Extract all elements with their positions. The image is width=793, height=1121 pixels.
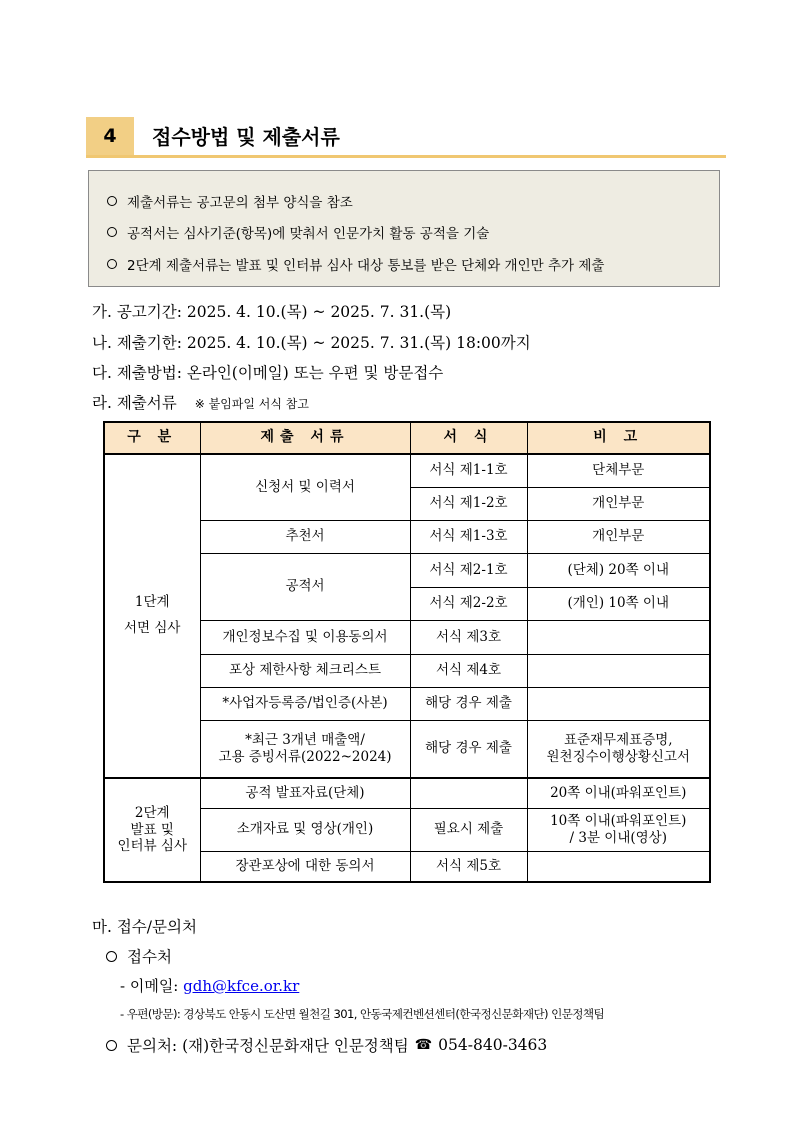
inquiry-line [106, 1034, 547, 1056]
doc-cell: *최근 3개년 매출액/ 고용 증빙서류(2022~2024) [200, 720, 410, 778]
item-submission-method: 다. 제출방법: 온라인(이메일) 또는 우편 및 방문접수 [92, 364, 444, 382]
note-cell [527, 654, 710, 687]
reception-line [106, 945, 172, 967]
doc-cell: 개인정보수집 및 이용동의서 [200, 620, 410, 654]
circle-bullet-icon [107, 259, 117, 269]
header-remarks: 비 고 [527, 422, 710, 454]
form-cell [410, 778, 527, 808]
circle-bullet-icon [106, 951, 117, 962]
notice-item: 2단계 제출서류는 발표 및 인터뷰 심사 대상 통보를 받은 단체와 개인만 추가 제출 [107, 254, 604, 274]
doc-cell: 공적 발표자료(단체) [200, 778, 410, 808]
note-cell: 단체부문 [527, 454, 710, 487]
phone-icon: ☎ [414, 1037, 433, 1053]
form-cell: 서식 제1-3호 [410, 520, 527, 553]
doc-cell: 공적서 [200, 553, 410, 620]
documents-table [103, 421, 711, 883]
note-cell: 20쪽 이내(파워포인트) [527, 778, 710, 808]
notice-box [88, 170, 720, 287]
item-submission-docs-label: 라. 제출서류 [92, 394, 177, 412]
item-submission-docs [92, 391, 309, 413]
table-header-row [104, 422, 710, 454]
inquiry-text: 문의처: (재)한국정신문화재단 인문정책팀 [127, 1037, 409, 1055]
doc-cell: 장관포상에 대한 동의서 [200, 851, 410, 882]
form-cell: 해당 경우 제출 [410, 687, 527, 720]
header-document: 제출 서류 [200, 422, 410, 454]
stage1-cell: 1단계 서면 심사 [104, 454, 200, 778]
circle-bullet-icon [106, 1040, 117, 1051]
note-cell: 개인부문 [527, 487, 710, 520]
email-label: - 이메일: [120, 977, 179, 995]
note-cell: 표준재무제표증명, 원천징수이행상황신고서 [527, 720, 710, 778]
form-cell: 해당 경우 제출 [410, 720, 527, 778]
email-line [120, 975, 299, 996]
post-line: - 우편(방문): 경상북도 안동시 도산면 월천길 301, 안동국제컨벤션센터(한국정신문화재단) 인문정책팀 [120, 1007, 605, 1021]
phone-number[interactable]: 054-840-3463 [438, 1036, 548, 1054]
notice-item: 공적서는 심사기준(항목)에 맞춰서 인문가치 활동 공적을 기술 [107, 222, 489, 242]
note-cell: 10쪽 이내(파워포인트) / 3분 이내(영상) [527, 808, 710, 851]
header-category: 구 분 [104, 422, 200, 454]
note-cell [527, 620, 710, 654]
note-cell [527, 687, 710, 720]
form-cell: 서식 제3호 [410, 620, 527, 654]
circle-bullet-icon [107, 196, 117, 206]
circle-bullet-icon [107, 227, 117, 237]
form-cell: 서식 제2-1호 [410, 553, 527, 587]
note-cell: (개인) 10쪽 이내 [527, 587, 710, 620]
note-cell [527, 851, 710, 882]
doc-cell: 추천서 [200, 520, 410, 553]
attachment-note: ※ 붙임파일 서식 참고 [194, 397, 309, 411]
note-cell: 개인부문 [527, 520, 710, 553]
doc-cell: *사업자등록증/법인증(사본) [200, 687, 410, 720]
contact-heading: 마. 접수/문의처 [92, 918, 197, 936]
stage2-cell: 2단계 발표 및 인터뷰 심사 [104, 778, 200, 882]
reception-label: 접수처 [127, 948, 172, 966]
section-title: 접수방법 및 제출서류 [152, 125, 340, 149]
note-cell: (단체) 20쪽 이내 [527, 553, 710, 587]
form-cell: 필요시 제출 [410, 808, 527, 851]
section-divider [86, 155, 726, 158]
section-number: 4 [86, 117, 134, 155]
email-link[interactable]: gdh@kfce.or.kr [183, 977, 300, 995]
header-form: 서 식 [410, 422, 527, 454]
table-row [104, 454, 710, 487]
item-announcement-period: 가. 공고기간: 2025. 4. 10.(목) ~ 2025. 7. 31.(목) [92, 303, 452, 321]
form-cell: 서식 제1-1호 [410, 454, 527, 487]
item-submission-deadline: 나. 제출기한: 2025. 4. 10.(목) ~ 2025. 7. 31.(목) 18:00까지 [92, 334, 531, 352]
form-cell: 서식 제5호 [410, 851, 527, 882]
form-cell: 서식 제2-2호 [410, 587, 527, 620]
doc-cell: 포상 제한사항 체크리스트 [200, 654, 410, 687]
notice-item: 제출서류는 공고문의 첨부 양식을 참조 [107, 191, 353, 211]
form-cell: 서식 제4호 [410, 654, 527, 687]
table-row [104, 778, 710, 808]
doc-cell: 신청서 및 이력서 [200, 454, 410, 520]
form-cell: 서식 제1-2호 [410, 487, 527, 520]
doc-cell: 소개자료 및 영상(개인) [200, 808, 410, 851]
